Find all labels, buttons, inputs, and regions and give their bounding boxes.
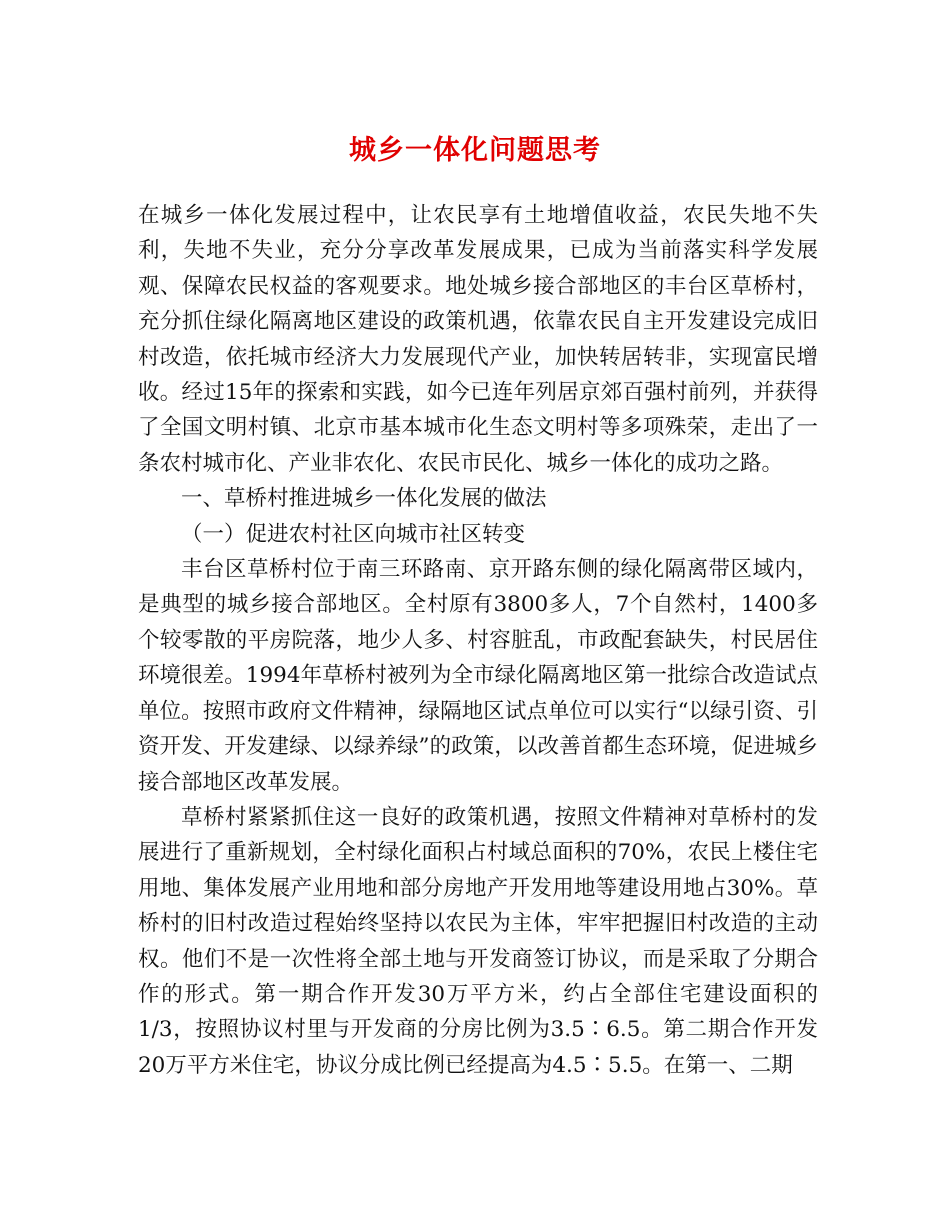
body-paragraph: 草桥村紧紧抓住这一良好的政策机遇，按照文件精神对草桥村的发展进行了重新规划，全村绿化面积占村域总面积的70%，农民上楼住宅用地、集体发展产业用地和部分房地产开发用地等建设用地占30%。草桥村的旧村改造过程始终坚持以农民为主体，牢牢把握旧村改造的主动权。他们不是一次性将全部土地与开发商签订协议，而是采取了分期合作的形式。第一期合作开发30万平方米，约占全部住宅建设面积的1/3，按照协议村里与开发商的分房比例为3.5∶6.5。第二期合作开发20万平方米住宅，协议分成比例已经提高为4.5∶5.5。在第一、二期 — [138, 804, 818, 1078]
section-heading: 一、草桥村推进城乡一体化发展的做法 — [181, 486, 547, 512]
document-title: 城乡一体化问题思考 — [349, 135, 601, 166]
body-paragraph: 丰台区草桥村位于南三环路南、京开路东侧的绿化隔离带区域内，是典型的城乡接合部地区。全村原有3800多人，7个自然村，1400多个较零散的平房院落，地少人多、村容脏乱，市政配套缺失，村民居住环境很差。1994年草桥村被列为全市绿化隔离地区第一批综合改造试点单位。按照市政府文件精神，绿隔地区试点单位可以实行“以绿引资、引资开发、开发建绿、以绿养绿”的政策，以改善首都生态环境，促进城乡接合部地区改革发展。 — [138, 557, 818, 795]
subsection-heading: （一）促进农村社区向城市社区转变 — [181, 521, 526, 547]
document-body — [138, 198, 818, 1083]
intro-paragraph: 在城乡一体化发展过程中，让农民享有土地增值收益，农民失地不失利，失地不失业，充分分享改革发展成果，已成为当前落实科学发展观、保障农民权益的客观要求。地处城乡接合部地区的丰台区草桥村，充分抓住绿化隔离地区建设的政策机遇，依靠农民自主开发建设完成旧村改造，依托城市经济大力发展现代产业，加快转居转非，实现富民增收。经过15年的探索和实践，如今已连年列居京郊百强村前列，并获得了全国文明村镇、北京市基本城市化生态文明村等多项殊荣，走出了一条农村城市化、产业非农化、农民市民化、城乡一体化的成功之路。 — [138, 203, 818, 476]
